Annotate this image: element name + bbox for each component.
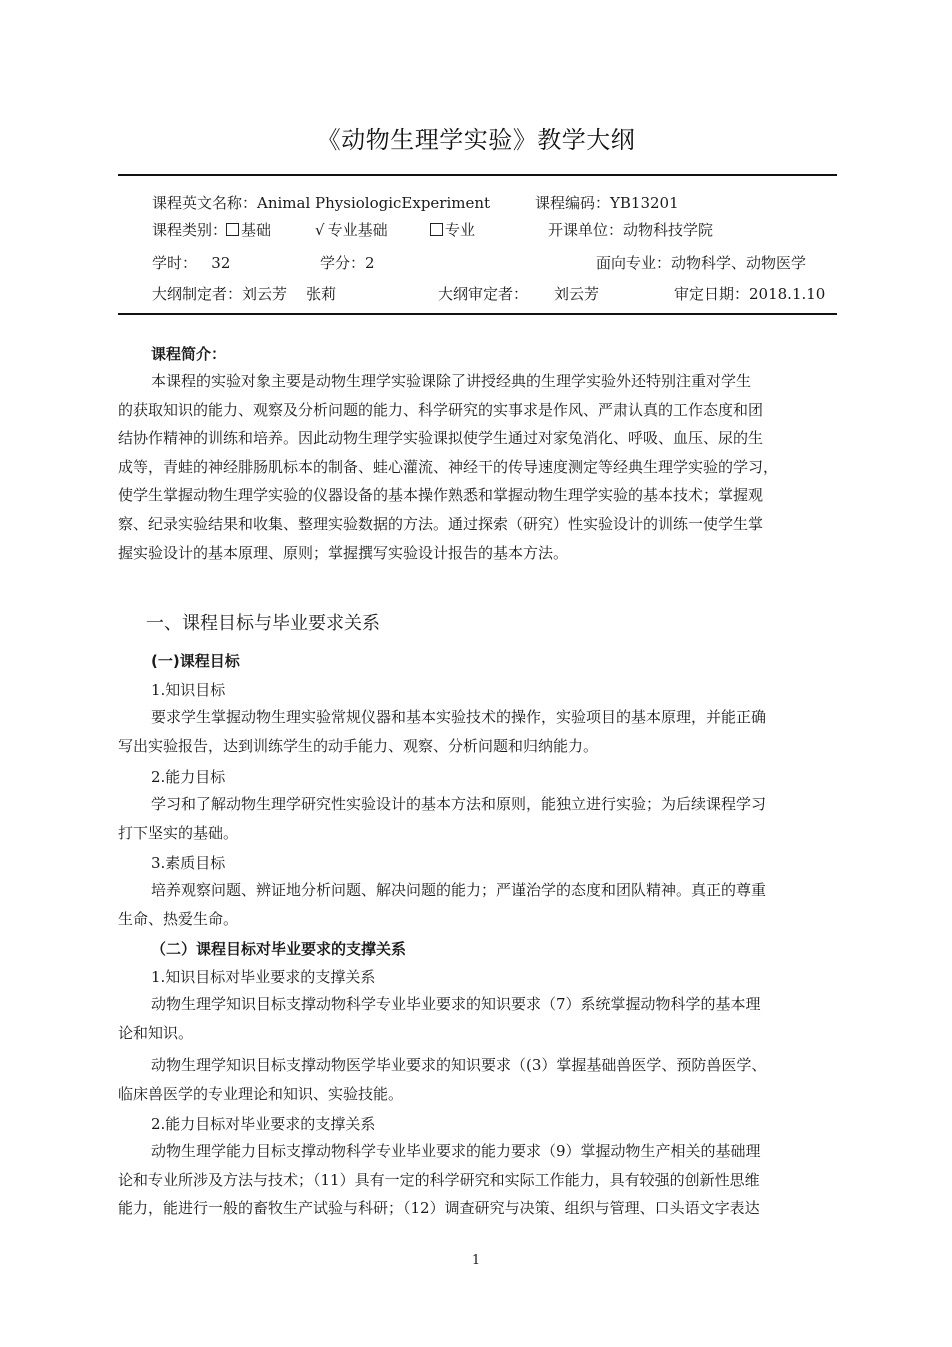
category-professional-label: 专业 [445,221,476,239]
paragraph-line: 学习和了解动物生理学研究性实验设计的基本方法和原则，能独立进行实验；为后续课程学习 [151,795,767,813]
category-label: 课程类别： [152,221,228,239]
intro-line: 结协作精神的训练和培养。因此动物生理学实验课拟使学生通过对家兔消化、呼吸、血压、尿的生 [118,429,764,448]
intro-line: 使学生掌握动物生理学实验的仪器设备的基本操作熟悉和掌握动物生理学实验的基本技术；掌握观 [118,486,764,505]
paragraph-line: 写出实验报告，达到训练学生的动手能力、观察、分析问题和归纳能力。 [118,736,599,755]
credits: 学分：2 [320,254,375,272]
category-basic-label: 基础 [241,221,272,239]
paragraph-line: 动物生理学知识目标支撑动物医学毕业要求的知识要求（(3）掌握基础兽医学、预防兽医学、 [151,1056,767,1074]
review-date: 审定日期：2018.1.10 [674,285,826,303]
document-title: 《动物生理学实验》教学大纲 [316,126,636,154]
hours: 学时： 32 [152,254,231,272]
knowledge-goal-paragraph [118,703,837,760]
ability-support-title: 2.能力目标对毕业要求的支撑关系 [151,1115,376,1133]
subsection-1-heading: (一)课程目标 [151,652,240,670]
knowledge-support-paragraph-1 [118,990,837,1047]
intro-line: 察、纪录实验结果和收集、整理实验数据的方法。通过探索（研究）性实验设计的训练一使学生掌 [118,514,764,533]
department: 开课单位：动物科技学院 [548,221,714,239]
course-code: 课程编码：YB13201 [535,194,679,212]
paragraph-line: 论和专业所涉及方法与技术；（11）具有一定的科学研究和实际工作能力，具有较强的创新性思维 [118,1170,760,1189]
intro-line: 成等，青蛙的神经腓肠肌标本的制备、蛙心灌流、神经干的传导速度测定等经典生理学实验的学习， [118,457,779,476]
majors: 面向专业：动物科学、动物医学 [596,254,807,272]
intro-line: 本课程的实验对象主要是动物生理学实验课除了讲授经典的生理学实验外还特别注重对学生 [151,372,752,390]
ability-goal-title: 2.能力目标 [151,768,226,786]
paragraph-line: 论和知识。 [118,1023,194,1042]
paragraph-line: 能力，能进行一般的畜牧生产试验与科研；（12）调查研究与决策、组织与管理、口头语文字表达 [118,1199,760,1218]
category-professional-basic-checked [315,219,388,240]
paragraph-line: 生命、热爱生命。 [118,909,239,928]
section-1-heading: 一、课程目标与毕业要求关系 [146,613,380,634]
knowledge-support-paragraph-2 [118,1051,837,1108]
author: 大纲制定者：刘云芳 张莉 [152,285,337,303]
knowledge-goal-title: 1.知识目标 [151,681,226,699]
category-professional-basic-label: 专业基础 [327,221,388,239]
paragraph-line: 打下坚实的基础。 [118,823,239,842]
ability-goal-paragraph [118,790,837,847]
paragraph-line: 动物生理学能力目标支撑动物科学专业毕业要求的能力要求（9）掌握动物生产相关的基础理 [151,1142,761,1160]
paragraph-line: 动物生理学知识目标支撑动物科学专业毕业要求的知识要求（7）系统掌握动物科学的基本理 [151,995,761,1013]
intro-line: 的获取知识的能力、观察及分析问题的能力、科学研究的实事求是作风、严肃认真的工作态度和团 [118,400,764,419]
intro-heading: 课程简介： [151,345,227,363]
ability-support-paragraph [118,1137,837,1223]
intro-paragraph [118,367,837,567]
paragraph-line: 培养观察问题、辨证地分析问题、解决问题的能力；严谨治学的态度和团队精神。真正的尊重 [151,881,767,899]
reviewer: 刘云芳 [554,285,600,303]
paragraph-line: 要求学生掌握动物生理实验常规仪器和基本实验技术的操作，实验项目的基本原理，并能正确 [151,708,767,726]
reviewer-label: 大纲审定者： [438,285,529,303]
category-basic-checkbox [226,219,271,240]
english-name: 课程英文名称：Animal PhysiologicExperiment [152,194,491,212]
paragraph-line: 临床兽医学的专业理论和知识、实验技能。 [118,1084,404,1103]
category-professional-checkbox [430,219,475,240]
page-number: 1 [471,1253,481,1268]
quality-goal-paragraph [118,876,837,933]
intro-line: 握实验设计的基本原理、原则；掌握撰写实验设计报告的基本方法。 [118,543,569,562]
header-rule-top [118,174,837,176]
subsection-2-heading: （二）课程目标对毕业要求的支撑关系 [151,940,407,958]
header-rule-bottom [118,313,837,315]
quality-goal-title: 3.素质目标 [151,854,226,872]
knowledge-support-title: 1.知识目标对毕业要求的支撑关系 [151,968,376,986]
